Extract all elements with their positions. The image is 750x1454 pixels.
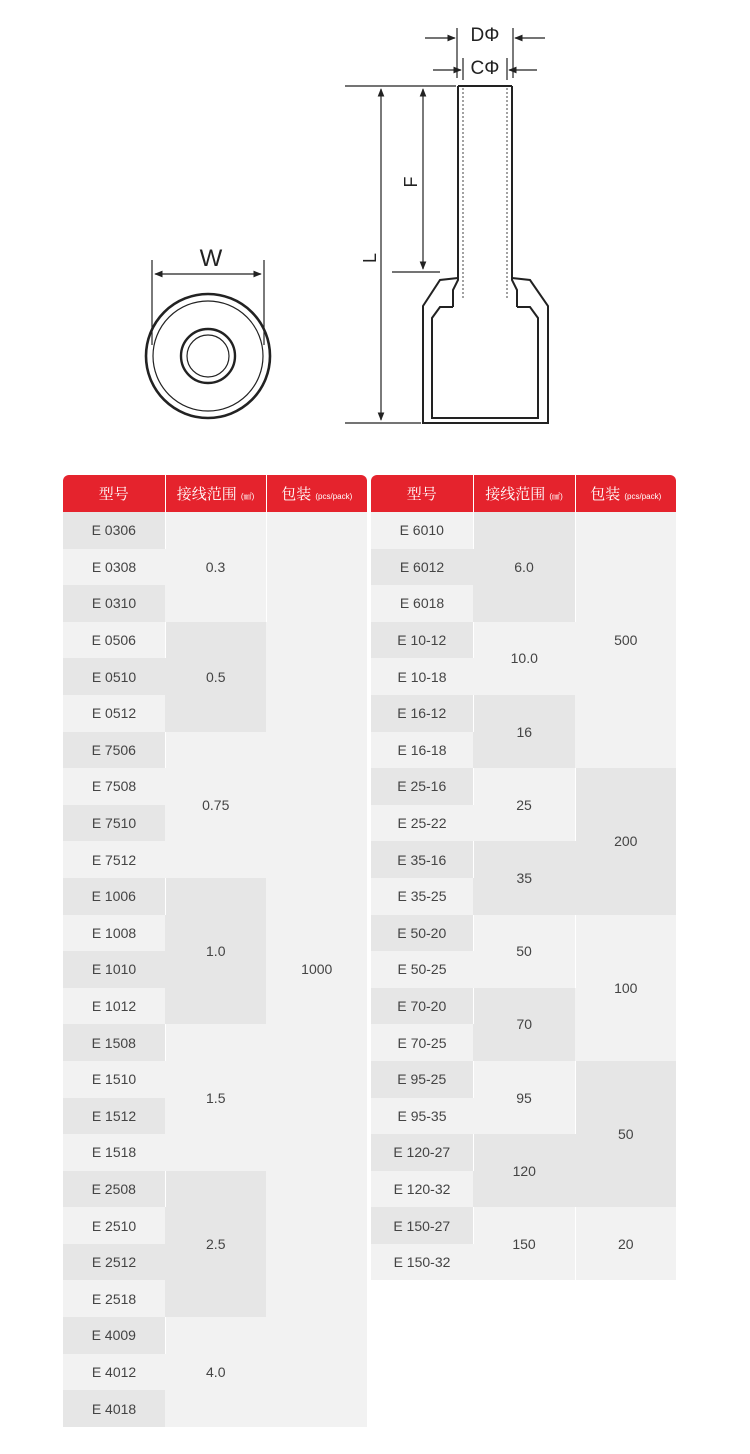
model-cell: E 4012 (63, 1354, 165, 1391)
model-cell: E 6010 (371, 512, 473, 549)
range-cell: 95 (473, 1061, 575, 1134)
range-cell: 1.0 (165, 878, 266, 1024)
model-cell: E 1512 (63, 1098, 165, 1135)
range-cell: 1.5 (165, 1024, 266, 1170)
table-row (371, 1207, 676, 1244)
model-cell: E 2508 (63, 1171, 165, 1208)
header-range: 接线范围 (㎟) (473, 475, 575, 512)
length-l-label: L (360, 252, 380, 264)
model-cell: E 95-25 (371, 1061, 473, 1098)
model-cell: E 6012 (371, 549, 473, 586)
table-row (371, 1061, 676, 1098)
model-cell: E 0506 (63, 622, 165, 659)
header-range: 接线范围 (㎟) (165, 475, 266, 512)
range-cell: 2.5 (165, 1171, 266, 1317)
model-cell: E 2512 (63, 1244, 165, 1281)
model-cell: E 2518 (63, 1280, 165, 1317)
range-cell: 16 (473, 695, 575, 768)
range-cell: 150 (473, 1207, 575, 1280)
model-cell: E 1012 (63, 988, 165, 1025)
model-cell: E 16-12 (371, 695, 473, 732)
table-row (371, 915, 676, 952)
model-cell: E 16-18 (371, 732, 473, 769)
model-cell: E 1510 (63, 1061, 165, 1098)
pack-cell: 500 (575, 512, 676, 768)
header-pack: 包装 (pcs/pack) (575, 475, 676, 512)
range-cell: 25 (473, 768, 575, 841)
range-cell: 0.75 (165, 732, 266, 878)
table-row (371, 512, 676, 549)
pack-cell: 20 (575, 1207, 676, 1280)
model-cell: E 0308 (63, 549, 165, 586)
header-pack: 包装 (pcs/pack) (266, 475, 367, 512)
pack-cell: 50 (575, 1061, 676, 1207)
model-cell: E 0306 (63, 512, 165, 549)
range-cell: 10.0 (473, 622, 575, 695)
header-model: 型号 (371, 475, 473, 512)
model-cell: E 35-16 (371, 841, 473, 878)
spec-table-left (63, 475, 367, 1427)
model-cell: E 25-22 (371, 805, 473, 842)
pack-cell: 100 (575, 915, 676, 1061)
model-cell: E 50-25 (371, 951, 473, 988)
model-cell: E 7510 (63, 805, 165, 842)
range-cell: 0.3 (165, 512, 266, 622)
diameter-d-label: DΦ (470, 25, 500, 46)
model-cell: E 150-27 (371, 1207, 473, 1244)
length-f-label: F (401, 176, 421, 188)
table-row (63, 512, 367, 549)
ferrule-dimension-drawing (0, 0, 750, 460)
model-cell: E 0510 (63, 658, 165, 695)
model-cell: E 1508 (63, 1024, 165, 1061)
model-cell: E 35-25 (371, 878, 473, 915)
model-cell: E 10-12 (371, 622, 473, 659)
model-cell: E 10-18 (371, 658, 473, 695)
range-cell: 50 (473, 915, 575, 988)
table-header-row (63, 475, 367, 512)
model-cell: E 6018 (371, 585, 473, 622)
model-cell: E 95-35 (371, 1098, 473, 1135)
pack-cell: 200 (575, 768, 676, 914)
model-cell: E 0512 (63, 695, 165, 732)
model-cell: E 4009 (63, 1317, 165, 1354)
model-cell: E 0310 (63, 585, 165, 622)
range-cell: 0.5 (165, 622, 266, 732)
model-cell: E 1008 (63, 915, 165, 952)
model-cell: E 7508 (63, 768, 165, 805)
spec-table-right (371, 475, 676, 1280)
model-cell: E 70-25 (371, 1024, 473, 1061)
model-cell: E 2510 (63, 1207, 165, 1244)
range-cell: 4.0 (165, 1317, 266, 1427)
end-view (146, 245, 270, 418)
range-cell: 6.0 (473, 512, 575, 622)
table-header-row (371, 475, 676, 512)
model-cell: E 1010 (63, 951, 165, 988)
model-cell: E 1006 (63, 878, 165, 915)
model-cell: E 4018 (63, 1390, 165, 1427)
diameter-c-label: CΦ (470, 58, 500, 79)
model-cell: E 25-16 (371, 768, 473, 805)
header-model: 型号 (63, 475, 165, 512)
range-cell: 35 (473, 841, 575, 914)
model-cell: E 70-20 (371, 988, 473, 1025)
table-row (371, 768, 676, 805)
model-cell: E 7512 (63, 841, 165, 878)
side-view (345, 25, 548, 423)
width-label: W (199, 245, 223, 272)
model-cell: E 150-32 (371, 1244, 473, 1281)
range-cell: 120 (473, 1134, 575, 1207)
pack-cell: 1000 (266, 512, 367, 1427)
model-cell: E 1518 (63, 1134, 165, 1171)
model-cell: E 7506 (63, 732, 165, 769)
model-cell: E 50-20 (371, 915, 473, 952)
model-cell: E 120-27 (371, 1134, 473, 1171)
range-cell: 70 (473, 988, 575, 1061)
model-cell: E 120-32 (371, 1171, 473, 1208)
